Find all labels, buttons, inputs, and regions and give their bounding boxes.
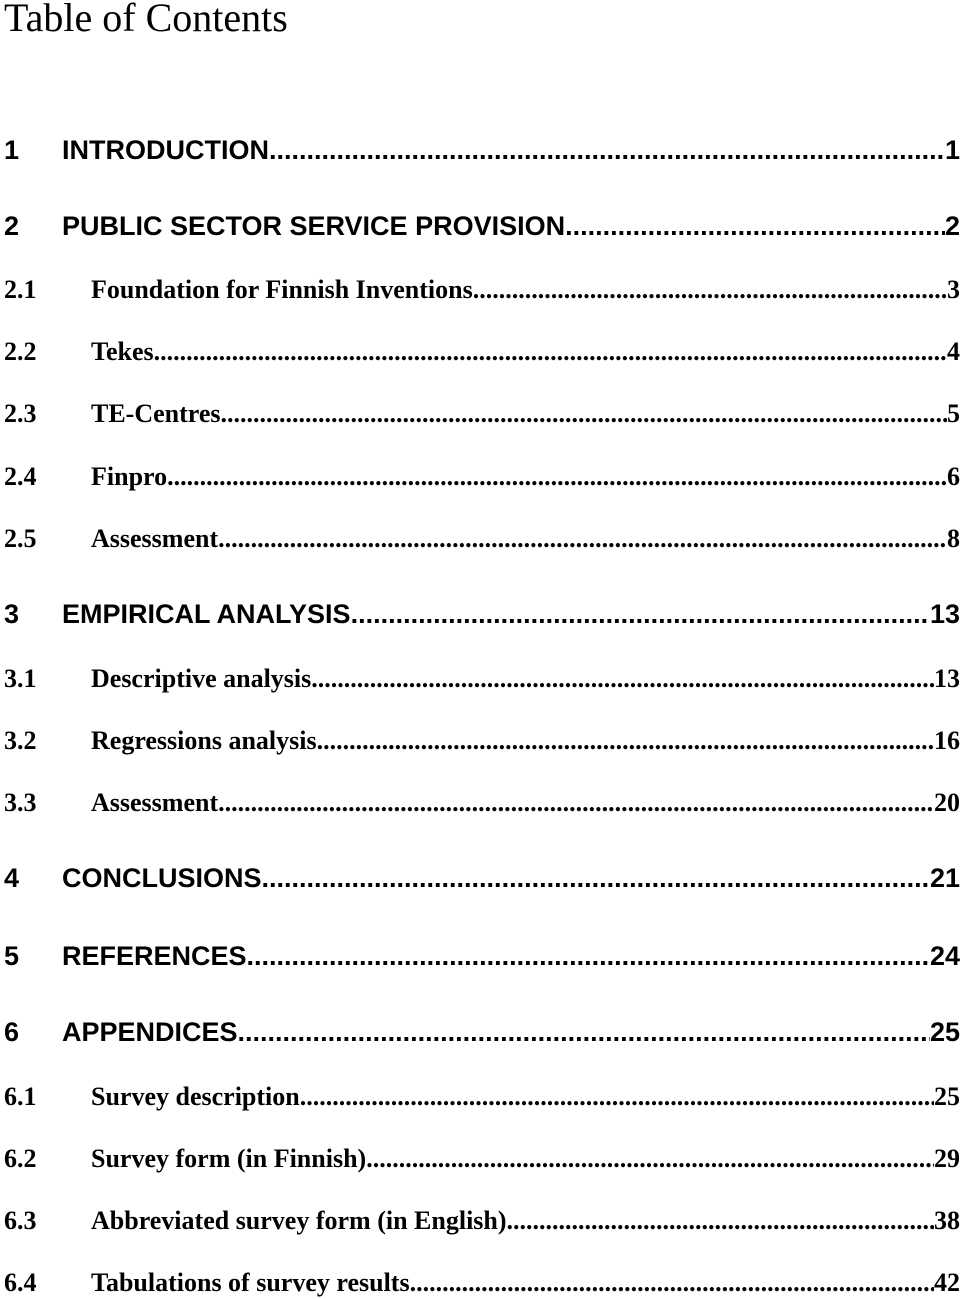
toc-entry-title: Abbreviated survey form (in English) (91, 1206, 507, 1235)
toc-entry-number: 5 (4, 941, 20, 971)
toc-entry-page: 4 (947, 337, 960, 366)
toc-entry-page: 25 (934, 1082, 960, 1111)
toc-entry-6-3[interactable] (4, 1205, 960, 1237)
toc-entry-page: 8 (947, 524, 960, 553)
dot-leader (247, 939, 930, 973)
toc-entry-3-3[interactable] (4, 787, 960, 819)
toc-entry-title: TE-Centres (91, 399, 221, 428)
toc-entry-page: 20 (934, 788, 960, 817)
toc-entry-title: Assessment (91, 788, 219, 817)
toc-entry-number: 6.4 (4, 1268, 37, 1297)
toc-entry-title: PUBLIC SECTOR SERVICE PROVISION (62, 211, 566, 241)
dot-leader (311, 663, 934, 695)
toc-entry-number: 3.1 (4, 664, 37, 693)
toc-entry-title: CONCLUSIONS (62, 863, 262, 893)
toc-entry-title: Assessment (91, 524, 219, 553)
toc-entry-page: 38 (934, 1206, 960, 1235)
toc-entry-number: 2.3 (4, 399, 37, 428)
toc-entry-2-4[interactable] (4, 461, 960, 493)
toc-entry-3[interactable] (4, 597, 960, 631)
toc-entry-number: 2.2 (4, 337, 37, 366)
toc-entry-title: Regressions analysis (91, 726, 317, 755)
toc-entry-page: 21 (929, 863, 960, 893)
toc-entry-number: 1 (4, 135, 20, 165)
dot-leader (351, 597, 930, 631)
toc-entry-page: 3 (947, 275, 960, 304)
toc-entry-2-5[interactable] (4, 523, 960, 555)
toc-entry-title: Foundation for Finnish Inventions (91, 275, 473, 304)
toc-entry-number: 4 (4, 863, 20, 893)
toc-entry-number: 6.3 (4, 1206, 37, 1235)
toc-entry-page: 42 (934, 1268, 960, 1297)
dot-leader (218, 787, 934, 819)
toc-entry-page: 6 (947, 462, 960, 491)
toc-entry-1[interactable] (4, 133, 960, 167)
toc-entry-number: 6 (4, 1017, 20, 1047)
dot-leader (317, 725, 934, 757)
toc-entry-number: 3 (4, 599, 20, 629)
dot-leader (565, 209, 945, 243)
dot-leader (473, 274, 947, 306)
toc-entry-title: Survey description (91, 1082, 300, 1111)
dot-leader (507, 1205, 934, 1237)
toc-entry-5[interactable] (4, 939, 960, 973)
toc-entry-page: 1 (944, 135, 960, 165)
toc-entry-page: 2 (944, 211, 960, 241)
toc-entry-3-1[interactable] (4, 663, 960, 695)
toc-entry-number: 2 (4, 211, 20, 241)
toc-entry-number: 2.1 (4, 275, 37, 304)
dot-leader (154, 336, 947, 368)
toc-entry-page: 16 (934, 726, 960, 755)
dot-leader (167, 461, 947, 493)
dot-leader (238, 1015, 930, 1049)
toc-entry-title: Survey form (in Finnish) (91, 1144, 367, 1173)
toc-entry-number: 3.3 (4, 788, 37, 817)
toc-entry-number: 6.1 (4, 1082, 37, 1111)
dot-leader (300, 1081, 934, 1113)
toc-entry-number: 6.2 (4, 1144, 37, 1173)
toc-entry-title: INTRODUCTION (62, 135, 269, 165)
toc-entry-2[interactable] (4, 209, 960, 243)
toc-entry-page: 29 (934, 1144, 960, 1173)
toc-entry-3-2[interactable] (4, 725, 960, 757)
toc-entry-6-1[interactable] (4, 1081, 960, 1113)
toc-entry-6-4[interactable] (4, 1267, 960, 1299)
dot-leader (410, 1267, 934, 1299)
toc-entry-number: 2.5 (4, 524, 37, 553)
toc-entry-title: EMPIRICAL ANALYSIS (62, 599, 351, 629)
toc-entry-title: Tekes (91, 337, 154, 366)
toc-entry-title: Descriptive analysis (91, 664, 312, 693)
toc-entry-page: 25 (929, 1017, 960, 1047)
toc-entry-2-1[interactable] (4, 274, 960, 306)
toc-entry-4[interactable] (4, 861, 960, 895)
toc-entry-title: Finpro (91, 462, 168, 491)
toc-entry-page: 13 (929, 599, 960, 629)
toc-entry-title: APPENDICES (62, 1017, 238, 1047)
toc-entry-2-3[interactable] (4, 398, 960, 430)
page-title: Table of Contents (4, 0, 288, 40)
toc-entry-title: REFERENCES (62, 941, 247, 971)
toc-entry-6-2[interactable] (4, 1143, 960, 1175)
toc-entry-title: Tabulations of survey results (91, 1268, 410, 1297)
toc-entry-6[interactable] (4, 1015, 960, 1049)
dot-leader (218, 523, 947, 555)
dot-leader (269, 133, 945, 167)
toc-entry-page: 13 (934, 664, 960, 693)
toc-entry-number: 3.2 (4, 726, 37, 755)
dot-leader (262, 861, 930, 895)
dot-leader (221, 398, 947, 430)
toc-entry-2-2[interactable] (4, 336, 960, 368)
toc-entry-number: 2.4 (4, 462, 37, 491)
dot-leader (366, 1143, 934, 1175)
toc-entry-page: 5 (947, 399, 960, 428)
toc-entry-page: 24 (929, 941, 960, 971)
